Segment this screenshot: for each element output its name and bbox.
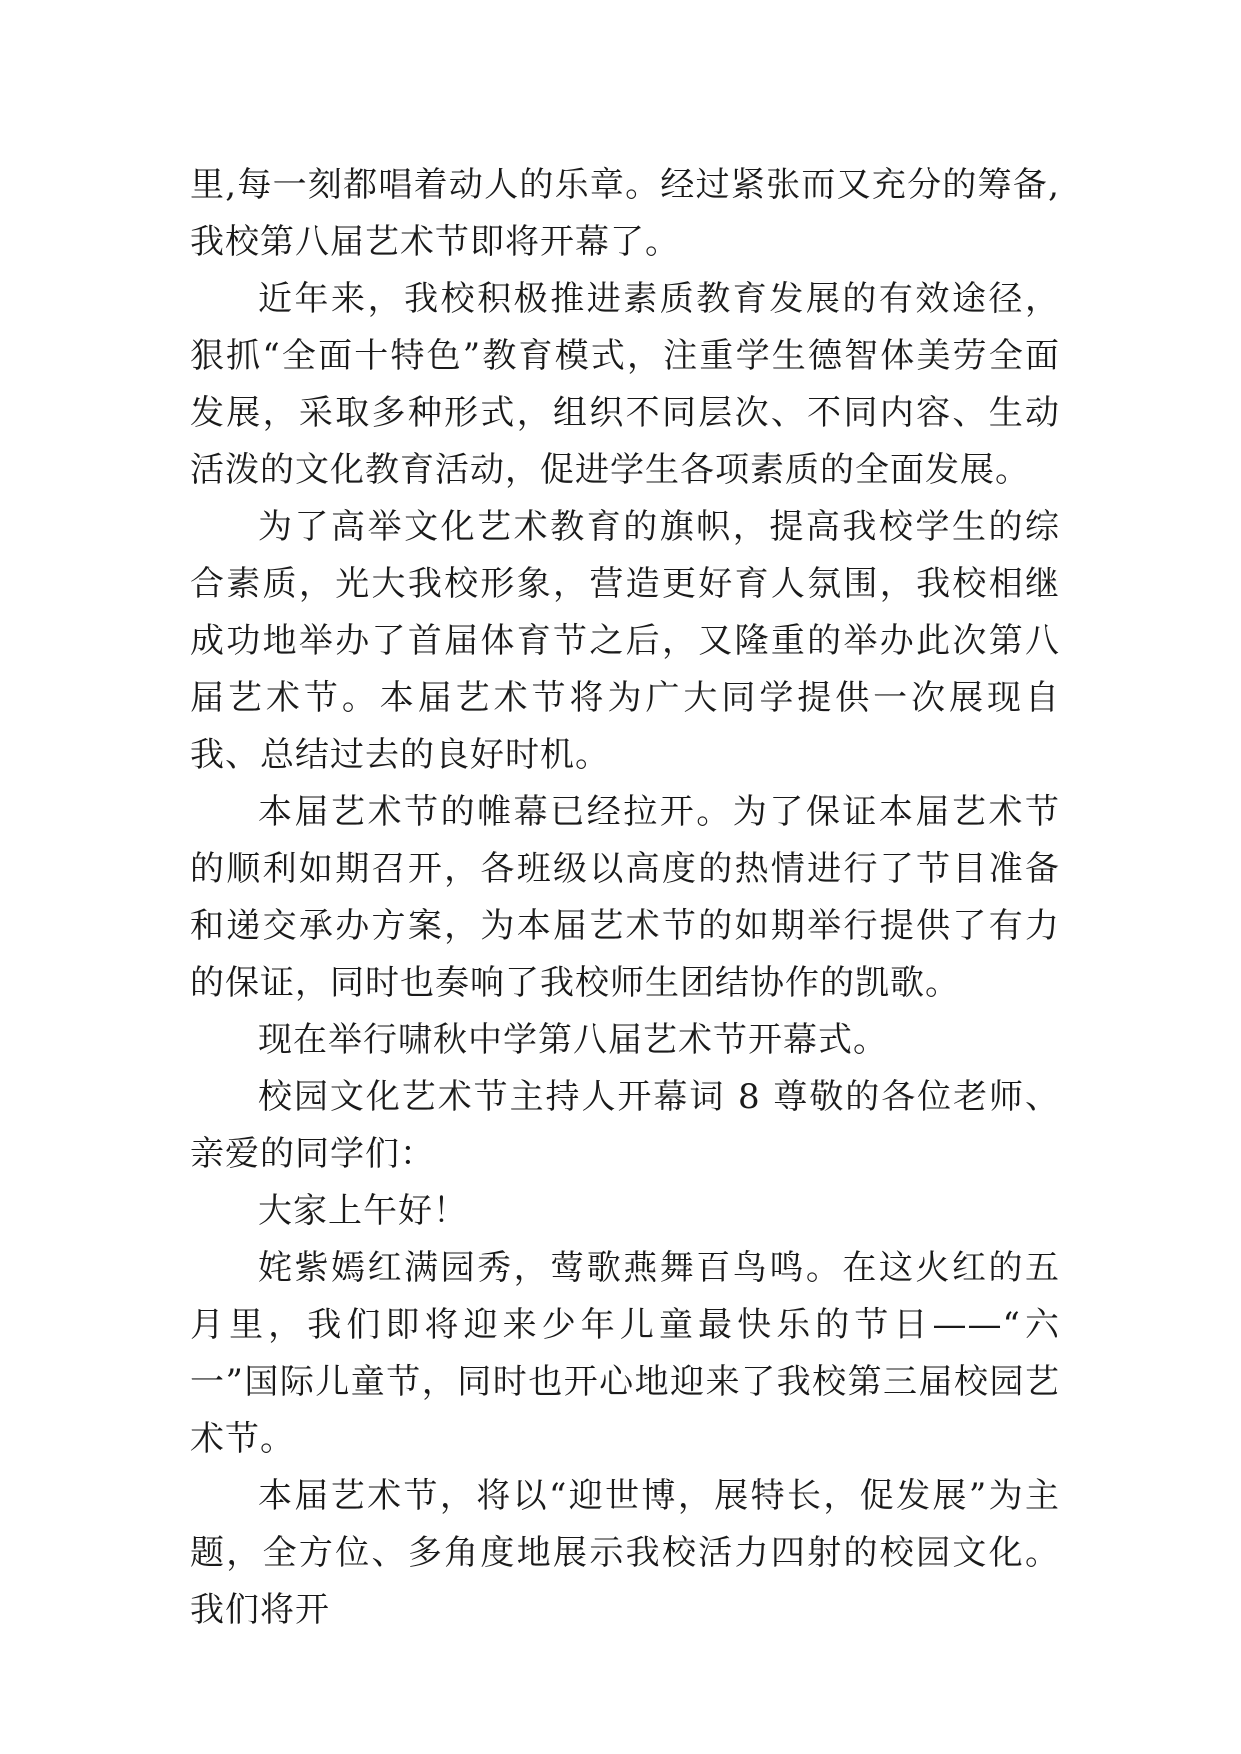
paragraph-3: 为了高举文化艺术教育的旗帜，提高我校学生的综合素质，光大我校形象，营造更好育人氛围，我校相继成功地举办了首届体育节之后，又隆重的举办此次第八届艺术节。本届艺术节将为广大同学提供一次展现自我、总结过去的良好时机。 <box>190 507 1060 775</box>
document-body <box>190 157 1060 1639</box>
paragraph-9: 本届艺术节，将以“迎世博，展特长，促发展”为主题，全方位、多角度地展示我校活力四射的校园文化。我们将开 <box>190 1476 1060 1630</box>
paragraph-2: 近年来，我校积极推进素质教育发展的有效途径，狠抓“全面十特色”教育模式，注重学生德智体美劳全面发展，采取多种形式，组织不同层次、不同内容、生动活泼的文化教育活动，促进学生各项素质的全面发展。 <box>190 279 1060 490</box>
paragraph-6: 校园文化艺术节主持人开幕词 8 尊敬的各位老师、亲爱的同学们： <box>190 1077 1060 1174</box>
paragraph-4: 本届艺术节的帷幕已经拉开。为了保证本届艺术节的顺利如期召开，各班级以高度的热情进行了节目准备和递交承办方案，为本届艺术节的如期举行提供了有力的保证，同时也奏响了我校师生团结协作的凯歌。 <box>190 792 1060 1003</box>
paragraph-1: 里,每一刻都唱着动人的乐章。经过紧张而又充分的筹备,我校第八届艺术节即将开幕了。 <box>190 165 1060 262</box>
paragraph-7: 大家上午好！ <box>258 1191 468 1231</box>
paragraph-8: 姹紫嫣红满园秀，莺歌燕舞百鸟鸣。在这火红的五月里，我们即将迎来少年儿童最快乐的节日——“六一”国际儿童节，同时也开心地迎来了我校第三届校园艺术节。 <box>190 1248 1060 1459</box>
paragraph-5: 现在举行啸秋中学第八届艺术节开幕式。 <box>258 1020 888 1060</box>
